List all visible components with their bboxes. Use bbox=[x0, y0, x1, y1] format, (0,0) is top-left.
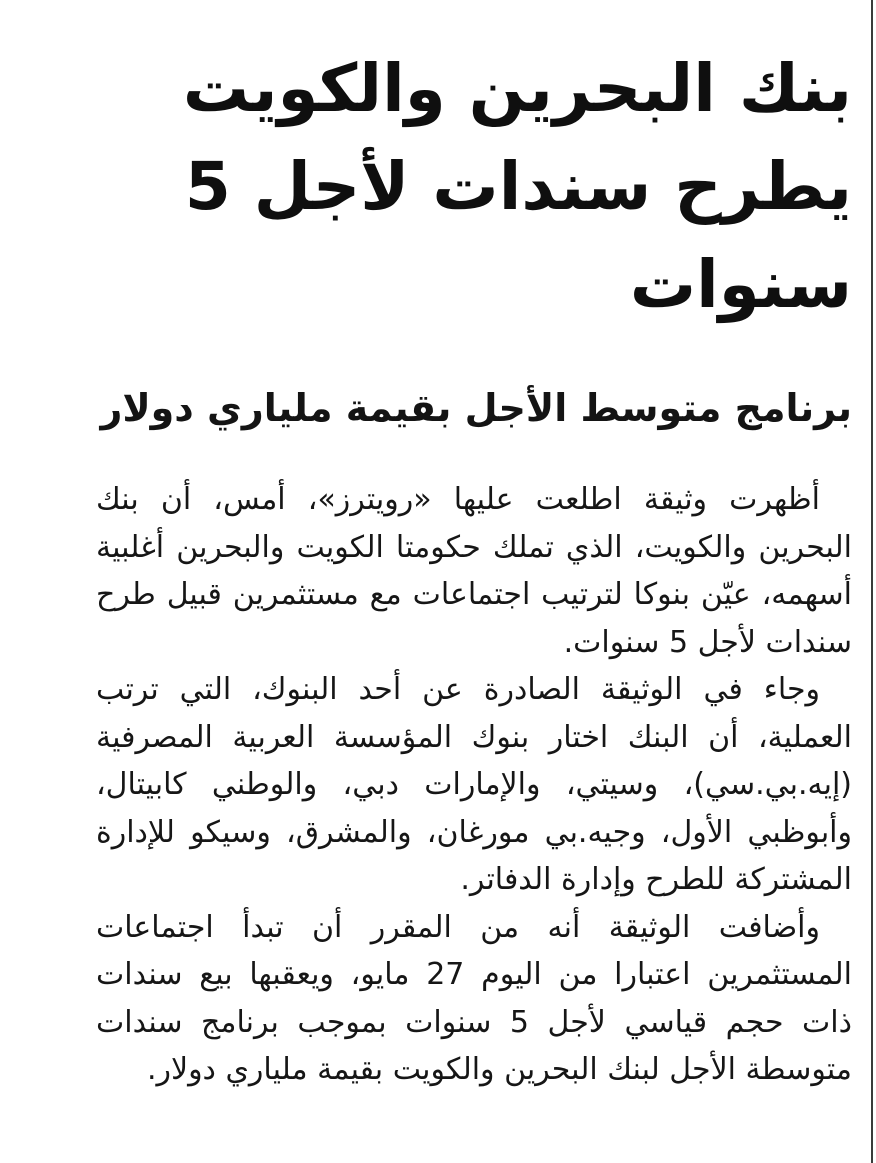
body-paragraph: وأضافت الوثيقة أنه من المقرر أن تبدأ اجتماعات المستثمرين اعتبارا من اليوم 27 مايو، ويعقبها بيع سندات ذات حجم قياسي لأجل 5 سنوات بموجب برنامج سندات متوسطة الأجل لبنك البحرين والكويت بقيمة ملياري دولار. bbox=[96, 909, 852, 1087]
body-paragraph: وجاء في الوثيقة الصادرة عن أحد البنوك، التي ترتب العملية، أن البنك اختار بنوك المؤسسة العربية المصرفية (إيه.بي.سي)، وسيتي، والإمارات دبي، والوطني كابيتال، وأبوظبي الأول، وجيه.بي مورغان، والمشرق، وسيكو للإدارة المشتركة للطرح وإدارة الدفاتر. bbox=[96, 672, 852, 897]
body-paragraph: أظهرت وثيقة اطلعت عليها «رويترز»، أمس، أن بنك البحرين والكويت، الذي تملك حكومتا الكويت والبحرين أغلبية أسهمه، عيّن بنوكا لترتيب اجتماعات مع مستثمرين قبيل طرح سندات لأجل 5 سنوات. bbox=[96, 482, 852, 660]
article-body bbox=[96, 476, 852, 1094]
subheadline: برنامج متوسط الأجل بقيمة ملياري دولار bbox=[100, 386, 852, 430]
column-edge-rule bbox=[871, 0, 873, 1163]
headline: بنك البحرين والكويت يطرح سندات لأجل 5 سنوات bbox=[182, 50, 852, 323]
